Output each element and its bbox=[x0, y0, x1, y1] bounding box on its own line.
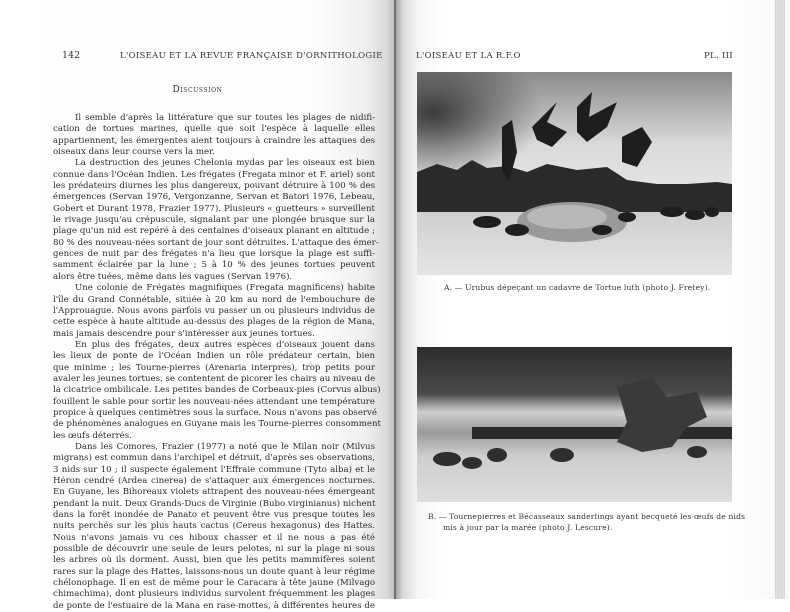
text-line: samment éclairée par la lune ; 5 à 10 % des jeunes tortues peuvent bbox=[53, 260, 375, 271]
running-head-right-page: L'OISEAU ET LA R.F.O bbox=[416, 51, 521, 61]
text-line: Gobert et Durant 1978, Frazier 1977). Plusieurs « guetteurs » surveillent bbox=[53, 203, 375, 214]
text-line: rares sur la plage des Hattes, laissons-nous un doute quant à leur régime bbox=[53, 566, 375, 577]
text-line: de ponte de l'estuaire de la Mana en rase-mottes, à différentes heures de bbox=[53, 600, 375, 611]
text-line: mais jamais descendre pour s'intéresser aux jeunes tortues. bbox=[53, 328, 315, 339]
text-line: gences de nuit par des frégates n'a lieu que lorsque la plage est suffi- bbox=[53, 249, 375, 260]
text-line: migrans) est commun dans l'archipel et détruit, d'après ses observations, bbox=[53, 453, 375, 464]
text-line: cation de tortues marines, quelle que soit l'espèce à laquelle elles bbox=[53, 124, 375, 135]
text-line: Dans les Comores, Frazier (1977) a noté que le Milan noir (Milvus bbox=[75, 441, 375, 452]
text-line: chélonophage. Il en est de même pour le Caracara à tête jaune (Milvago bbox=[53, 578, 375, 589]
text-line: En plus des frégates, deux autres espèces d'oiseaux jouent dans bbox=[75, 339, 375, 350]
carcass-highlight bbox=[527, 205, 607, 229]
page-edges bbox=[775, 0, 785, 599]
text-line: les arbres où ils dorment. Aussi, bien que les petits mammifères soient bbox=[53, 555, 375, 566]
text-line: 3 nids sur 10 ; il suspecte également l'Effraie commune (Tyto alba) et le bbox=[53, 464, 375, 475]
text-line: Nous n'avons jamais vu ces hiboux chasser et il ne nous a pas été bbox=[53, 532, 375, 543]
shorebirds-photo-illustration bbox=[417, 347, 732, 502]
text-line: pendant la nuit. Deux Grands-Ducs de Virginie (Bubo virginianus) nichent bbox=[53, 498, 376, 509]
text-line: l'Approuague. Nous avons parfois vu passer un ou plusieurs individus de bbox=[53, 305, 375, 316]
text-line: les œufs déterrés. bbox=[53, 430, 132, 441]
text-line: Il semble d'après la littérature que sur toutes les plages de nidifi- bbox=[75, 113, 375, 123]
plate-number: PL. III bbox=[704, 51, 733, 61]
text-line: les prédateurs diurnes les plus dangereux, pouvant détruire à 100 % des bbox=[53, 181, 375, 192]
body-text bbox=[53, 113, 381, 612]
text-line: la cicatrice ombilicale. Les petites bandes de Corbeaux-pies (Corvus albus) bbox=[53, 385, 381, 396]
text-line: chimachima), dont plusieurs individus survolent fréquemment les plages bbox=[53, 589, 375, 600]
left-page bbox=[0, 0, 395, 611]
running-head-left-page: L'OISEAU ET LA REVUE FRANÇAISE D'ORNITHOLOGIE bbox=[120, 51, 383, 61]
text-line: oiseaux dans leur course vers la mer. bbox=[53, 147, 215, 158]
book-gutter bbox=[394, 0, 396, 599]
text-line: Héron cendré (Ardea cinerea) de s'attaquer aux émergences nocturnes. bbox=[53, 476, 375, 486]
text-line: émergences (Servan 1976, Vergonzanne, Servan et Batori 1976, Lebeau, bbox=[53, 192, 375, 203]
text-line: de phénomènes analogues en Guyane mais les Tourne-pierres consomment bbox=[53, 419, 381, 430]
text-line: alors être tuées, même dans les vagues (Servan 1976). bbox=[53, 271, 293, 282]
text-line: En Guyane, les Bihoreaux violets attrapent des nouveau-nées émergeant bbox=[53, 487, 375, 498]
plate-b-caption-line-2: mis à jour par la marée (photo J. Lescure). bbox=[443, 523, 613, 532]
text-line: les lieux de ponte de l'Océan Indien un rôle prédateur certain, bien bbox=[53, 351, 375, 362]
text-line: appartiennent, les émergentes aient toujours à craindre les attaques des bbox=[53, 135, 375, 146]
plate-a-photo bbox=[417, 72, 732, 275]
text-line: le rivage jusqu'au crépuscule, signalant par une plongée brusque sur la bbox=[53, 215, 375, 226]
text-line: fouillent le sable pour sortir les nouveau-nées attendant une température bbox=[53, 396, 375, 407]
text-line: 80 % des nouveau-nées sortant de jour sont détruites. L'attaque des émer- bbox=[53, 237, 379, 248]
driftwood-log bbox=[472, 427, 732, 439]
text-line: propice à quelques centimètres sous la surface. Nous n'avons pas observé bbox=[53, 407, 377, 418]
plate-a-caption: A. — Urubus dépeçant un cadavre de Tortue luth (photo J. Fretey). bbox=[444, 283, 711, 292]
section-title: Discussion bbox=[172, 85, 223, 95]
plate-b-caption-line-1: B. — Tournepierres et Bécasseaux sanderlings ayant becqueté les œufs de nids bbox=[428, 512, 746, 521]
text-line: plage qu'un nid est repéré à des centaines d'oiseaux planant en altitude ; bbox=[53, 226, 375, 237]
text-line: possible de découvrir une seule de leurs pelotes, ni sur la plage ni sous bbox=[53, 544, 375, 555]
page-number: 142 bbox=[62, 50, 81, 61]
text-line: connue dans l'Océan Indien. Les frégates (Fregata minor et F. ariel) sont bbox=[53, 169, 375, 180]
plate-b-photo bbox=[417, 347, 732, 502]
text-line: nuits perchés sur les plus hauts cactus (Cereus hexagonus) des Hattes. bbox=[53, 521, 375, 532]
text-line: Une colonie de Frégates magnifiques (Fregata magnificens) habite bbox=[75, 283, 375, 294]
text-line: que minime ; les Tourne-pierres (Arenaria interpres), trop petits pour bbox=[53, 362, 375, 373]
text-line: cette espèce à haute altitude au-dessus des plages de la région de Mana, bbox=[53, 317, 375, 328]
vultures-photo-illustration bbox=[417, 72, 732, 275]
text-line: avaler les jeunes tortues, se contentent de picorer les chairs au niveau de bbox=[53, 373, 376, 384]
text-line: dans la forêt inondée de Panato et peuvent être vus presque toutes les bbox=[53, 510, 375, 521]
text-line: La destruction des jeunes Chelonia mydas par les oiseaux est bien bbox=[75, 158, 375, 169]
text-line: l'île du Grand Connétable, située à 20 km au nord de l'embouchure de bbox=[53, 294, 375, 305]
